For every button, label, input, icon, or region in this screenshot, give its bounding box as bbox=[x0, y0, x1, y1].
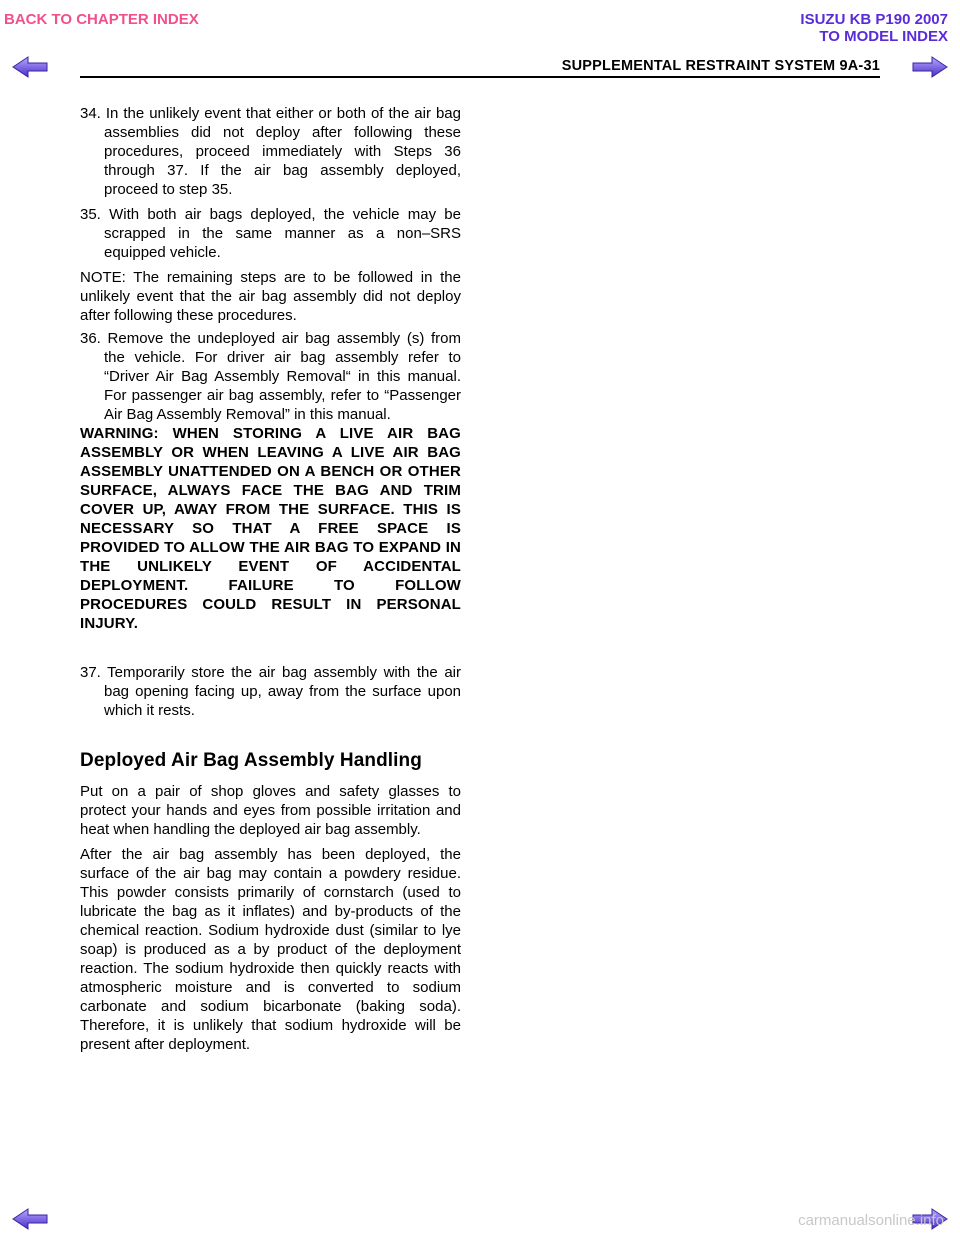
prev-page-arrow-icon[interactable] bbox=[12, 56, 48, 78]
page-content bbox=[80, 104, 461, 1060]
body-paragraph-2: After the air bag assembly has been deployed, the surface of the air bag may contain a powdery residue. This powder consists primarily of cornstarch (used to lubricate the bag as it inflates) and by-products of the chemical reaction. Sodium hydroxide dust (similar to lye soap) is produced as a by product of the deployment reaction. The sodium hydroxide then quickly reacts with atmospheric moisture and is converted to sodium carbonate and sodium bicarbonate (baking soda). Therefore, it is unlikely that sodium hydroxide will be present after deployment. bbox=[80, 846, 461, 1053]
step-36: 36. Remove the undeployed air bag assembly (s) from the vehicle. For driver air bag assembly refer to “Driver Air Bag Assembly Removal“ in this manual. For passenger air bag assembly, refer to “Passenger Air Bag Assembly Removal” in this manual. bbox=[80, 330, 461, 423]
note-paragraph: NOTE: The remaining steps are to be followed in the unlikely event that the air bag assembly did not deploy after following these procedures. bbox=[80, 269, 461, 324]
body-paragraph-1: Put on a pair of shop gloves and safety glasses to protect your hands and eyes from possible irritation and heat when handling the deployed air bag assembly. bbox=[80, 783, 461, 838]
to-model-index-link[interactable] bbox=[800, 11, 948, 45]
step-37: 37. Temporarily store the air bag assembly with the air bag opening facing up, away from the surface upon which it rests. bbox=[80, 664, 461, 719]
watermark: carmanualsonline.info bbox=[798, 1212, 944, 1229]
section-header: SUPPLEMENTAL RESTRAINT SYSTEM 9A-31 bbox=[561, 58, 880, 74]
step-35: 35. With both air bags deployed, the vehicle may be scrapped in the same manner as a non–SRS equipped vehicle. bbox=[80, 206, 461, 261]
warning-paragraph: WARNING: WHEN STORING A LIVE AIR BAG ASSEMBLY OR WHEN LEAVING A LIVE AIR BAG ASSEMBLY UNATTENDED ON A BENCH OR OTHER SURFACE, ALWAYS FACE THE BAG AND TRIM COVER UP, AWAY FROM THE SURFACE. THIS IS NECESSARY SO THAT A FREE SPACE IS PROVIDED TO ALLOW THE AIR BAG TO EXPAND IN THE UNLIKELY EVENT OF ACCIDENTAL DEPLOYMENT. FAILURE TO FOLLOW PROCEDURES COULD RESULT IN PERSONAL INJURY. bbox=[80, 425, 461, 632]
model-index-label: TO MODEL INDEX bbox=[819, 28, 948, 45]
step-34: 34. In the unlikely event that either or both of the air bag assemblies did not deploy after following these procedures, proceed immediately with Steps 36 through 37. If the air bag assembly deployed, proceed to step 35. bbox=[80, 105, 461, 198]
model-title: ISUZU KB P190 2007 bbox=[800, 11, 948, 28]
header-divider bbox=[80, 76, 880, 78]
section-heading: Deployed Air Bag Assembly Handling bbox=[80, 750, 422, 771]
back-to-chapter-index-link[interactable]: BACK TO CHAPTER INDEX bbox=[4, 11, 199, 28]
prev-page-arrow-icon[interactable] bbox=[12, 1208, 48, 1230]
next-page-arrow-icon[interactable] bbox=[912, 56, 948, 78]
